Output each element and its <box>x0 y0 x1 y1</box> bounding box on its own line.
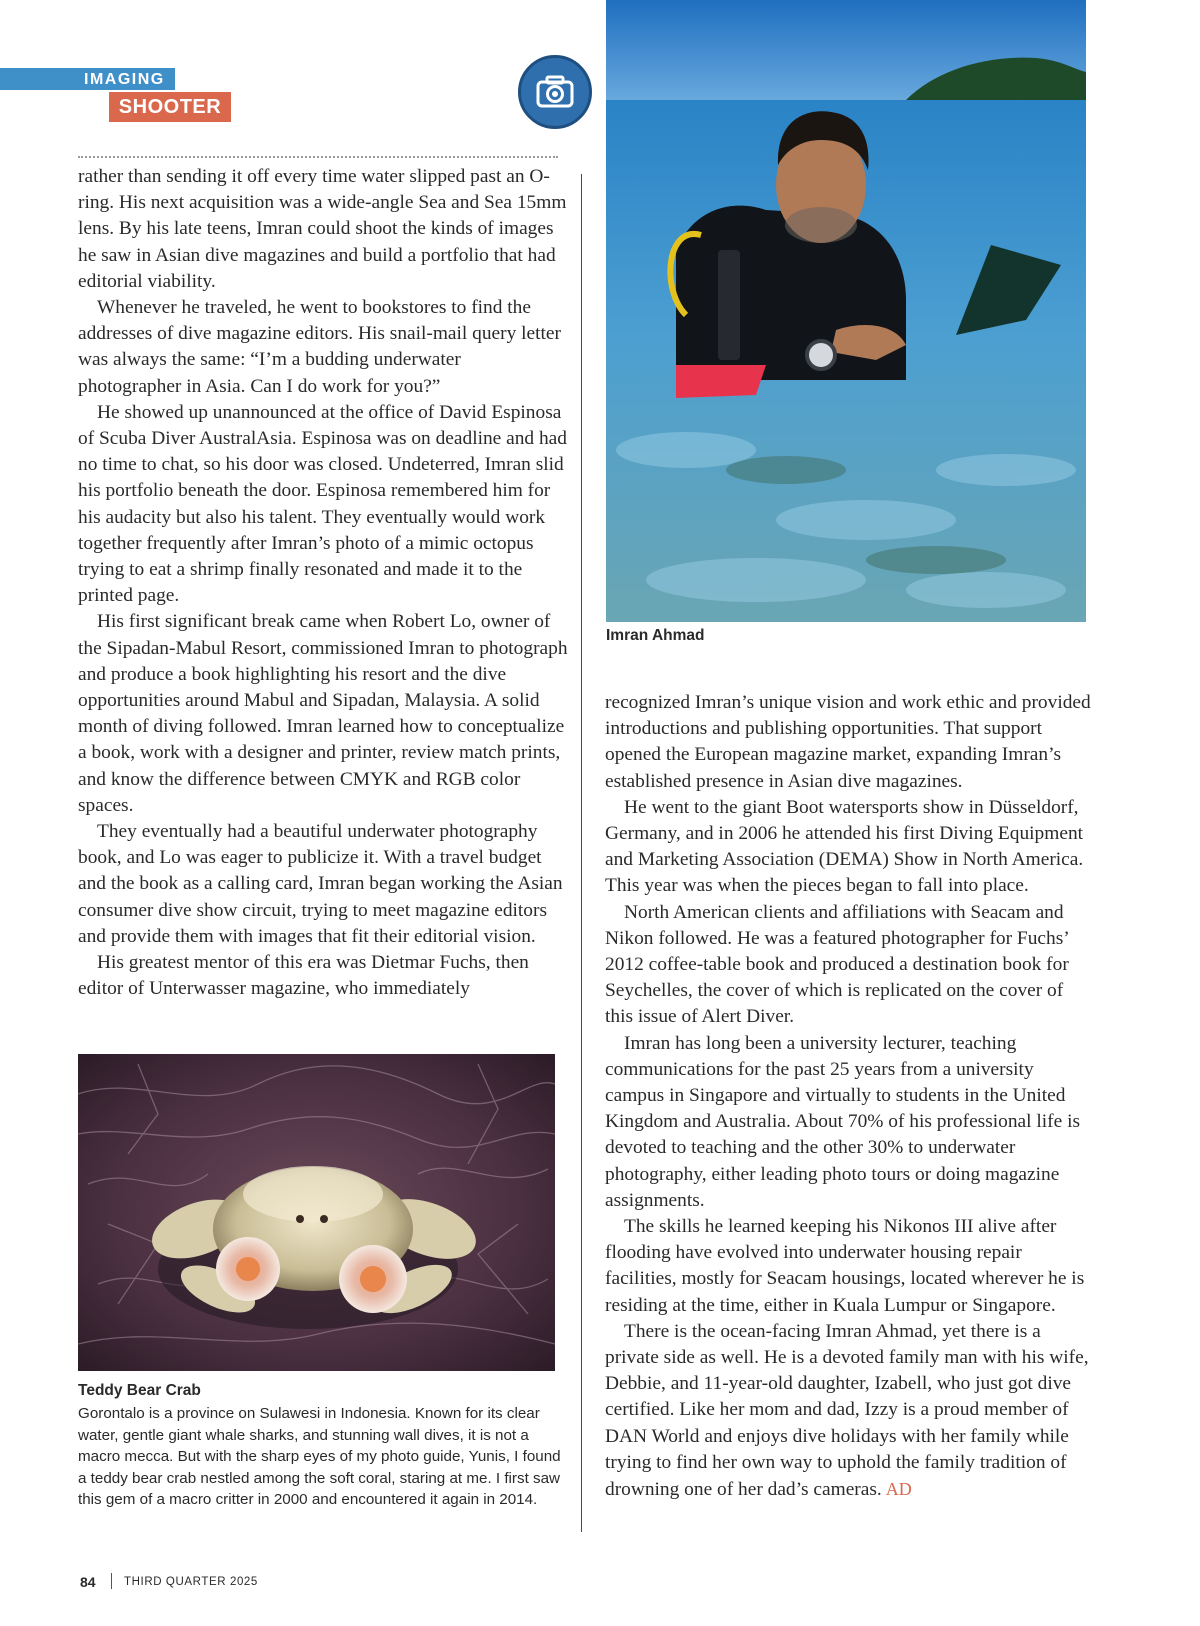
imran-ahmad-photo <box>606 0 1086 622</box>
left-column <box>78 164 568 1003</box>
paragraph: His greatest mentor of this era was Dietmar Fuchs, then editor of Unterwasser magazine, who immediately <box>78 952 529 1000</box>
paragraph <box>605 1319 1095 1503</box>
camera-icon <box>518 55 592 129</box>
diver-caption-title: Imran Ahmad <box>606 627 705 644</box>
teddy-bear-crab-photo <box>78 1054 555 1371</box>
paragraph-text: There is the ocean-facing Imran Ahmad, yet there is a private side as well. He is a devoted family man with his wife, Debbie, and 11-year-old daughter, Izabell, who just got dive certified. Like her mom and dad, Izzy is a proud member of DAN World and enjoys dive holidays with her family while trying to find her own way to uphold the family tradition of drowning one of her dad’s cameras. <box>605 1320 1089 1501</box>
crab-caption-title: Teddy Bear Crab <box>78 1382 201 1399</box>
subsection-label: SHOOTER <box>109 92 231 122</box>
paragraph: The skills he learned keeping his Nikonos III alive after flooding have evolved into underwater housing repair facilities, mostly for Seacam housings, located wherever he is residing at the time, either in Kuala Lumpur or Singapore. <box>605 1216 1085 1316</box>
paragraph: He went to the giant Boot watersports show in Düsseldorf, Germany, and in 2006 he attended his first Diving Equipment and Marketing Association (DEMA) Show in North America. This year was when the pieces began to fall into place. <box>605 796 1084 897</box>
issue-label: THIRD QUARTER 2025 <box>124 1576 258 1588</box>
paragraph: North American clients and affiliations with Seacam and Nikon followed. He was a featured photographer for Fuchs’ 2012 coffee-table book and produced a destination book for Seychelles, the cover of which is replicated on the cover of this issue of Alert Diver. <box>605 901 1069 1028</box>
crab-caption: Gorontalo is a province on Sulawesi in Indonesia. Known for its clear water, gentle giant whale sharks, and stunning wall dives, it is not a macro mecca. But with the sharp eyes of my photo guide, Yunis, I found a teddy bear crab nestled among the soft coral, staring at me. I first saw this gem of a macro critter in 2000 and encountered it again in 2014. <box>78 1405 561 1509</box>
paragraph: Whenever he traveled, he went to bookstores to find the addresses of dive magazine editors. His snail-mail query letter was always the same: “I’m a budding underwater photographer in Asia. Can I do work for you?” <box>78 297 561 397</box>
paragraph: Imran has long been a university lecturer, teaching communications for the past 25 years from a university campus in Singapore and virtually to students in the United Kingdom and Australia. About 70% of his professional life is devoted to teaching and the other 30% to underwater photography, either leading photo tours or doing magazine assignments. <box>605 1032 1081 1211</box>
footer-divider <box>111 1573 112 1589</box>
column-divider <box>581 174 582 1532</box>
section-label: IMAGING <box>84 71 165 88</box>
header-divider <box>78 156 558 158</box>
paragraph: They eventually had a beautiful underwater photography book, and Lo was eager to publicize it. With a travel budget and the book as a calling card, Imran began working the Asian consumer dive show circuit, trying to meet magazine editors and provide them with images that fit their editorial vision. <box>78 821 563 947</box>
right-column <box>605 690 1095 1503</box>
page-number: 84 <box>80 1574 96 1590</box>
end-mark: AD <box>885 1479 912 1500</box>
paragraph: His first significant break came when Robert Lo, owner of the Sipadan-Mabul Resort, commissioned Imran to photograph and produce a book highlighting his resort and the dive opportunities around Mabul and Sipadan, Malaysia. A solid month of diving followed. Imran learned how to conceptualize a book, work with a designer and printer, review match prints, and know the difference between CMYK and RGB color spaces. <box>78 611 568 816</box>
paragraph: He showed up unannounced at the office of David Espinosa of Scuba Diver AustralAsia. Espinosa was on deadline and had no time to chat, so his door was closed. Undeterred, Imran slid his portfolio beneath the door. Espinosa remembered him for his audacity but also his talent. They eventually would work together frequently after Imran’s photo of a mimic octopus trying to eat a shrimp finally resonated and made it to the printed page. <box>78 401 567 607</box>
paragraph: recognized Imran’s unique vision and work ethic and provided introductions and publishing opportunities. That support opened the European magazine market, expanding Imran’s established presence in Asian dive magazines. <box>605 692 1091 792</box>
paragraph: rather than sending it off every time water slipped past an O-ring. His next acquisition was a wide-angle Sea and Sea 15mm lens. By his late teens, Imran could shoot the kinds of images he saw in Asian dive magazines and build a portfolio that had editorial viability. <box>78 166 567 292</box>
